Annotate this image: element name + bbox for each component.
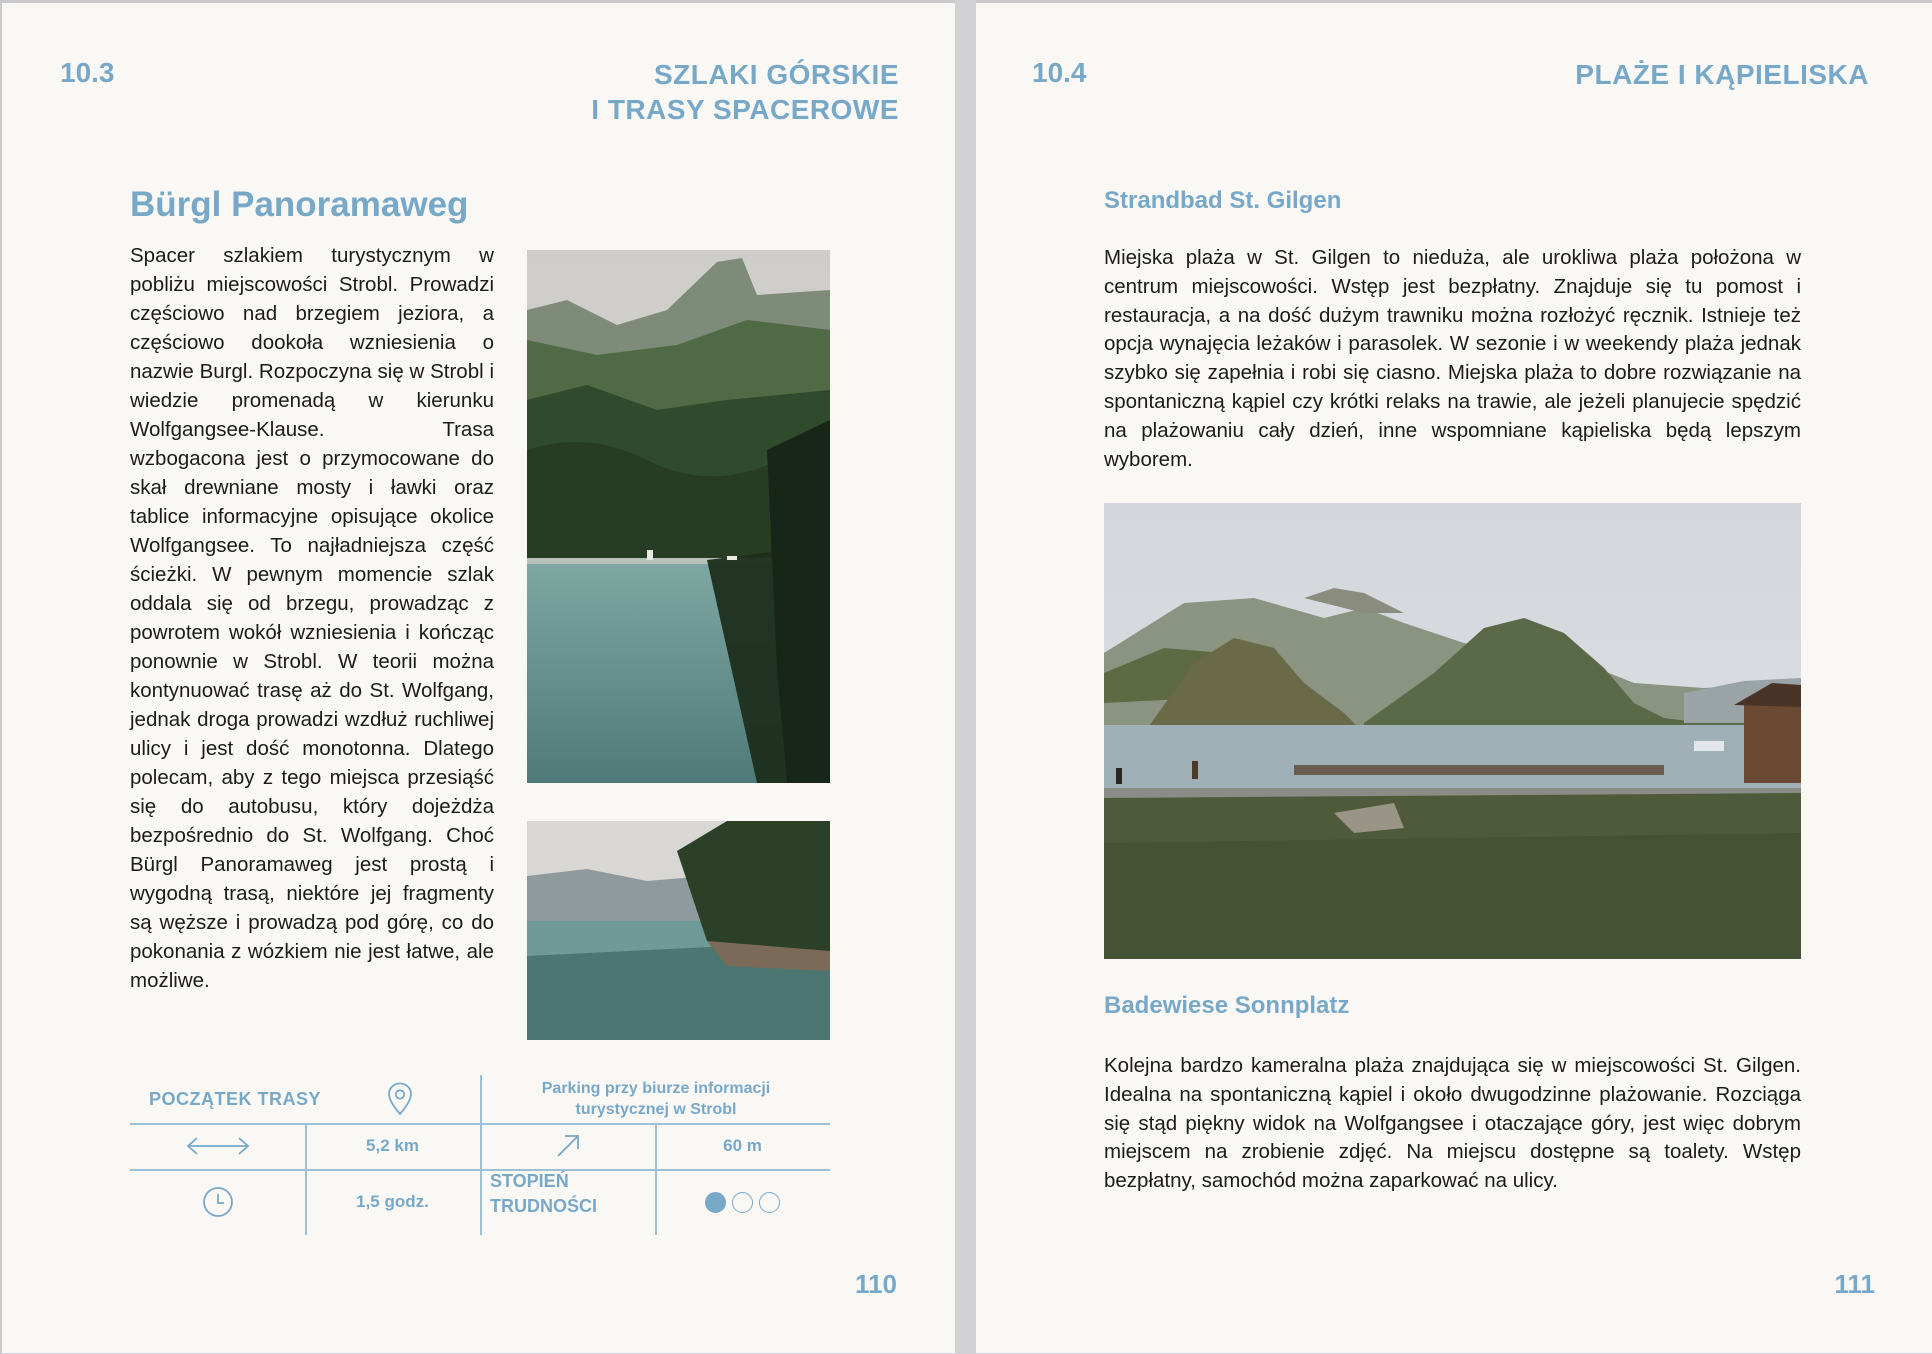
photo-lake-mountain: [527, 250, 830, 783]
difficulty-rating: [655, 1169, 830, 1235]
difficulty-dot-filled: [705, 1192, 726, 1213]
section-title-line1: SZLAKI GÓRSKIE: [653, 59, 899, 90]
diagonal-arrow-icon: [480, 1123, 655, 1169]
page-number: 110: [855, 1269, 897, 1299]
beach2-text: Kolejna bardzo kameralna plaża znajdująca się w miejscowości St. Gilgen. Idealna na spontaniczną kąpiel i około dwugodzinne plażowanie. Rozciąga się stąd piękny widok na Wolfgangsee i otaczające góry, jest więc dobrym miejscem na zrobienie zdjęć. Na miejscu dostępne są toalety. Wstęp bezpłatny, samochód można zaparkować na ulicy.: [1104, 1054, 1801, 1193]
beach2-title: Badewiese Sonnplatz: [1104, 992, 1350, 1019]
section-title-line2: I TRASY SPACEROWE: [591, 94, 899, 125]
photo-shoreline: [527, 821, 830, 1040]
route-time: 1,5 godz.: [356, 1192, 429, 1211]
double-arrow-icon: [130, 1123, 305, 1169]
difficulty-label: [490, 1169, 655, 1235]
section-number: 10.3: [60, 57, 115, 88]
route-distance: 5,2 km: [366, 1136, 419, 1155]
route-start-value: Parking przy biurze informacji turystycznej w Strobl: [541, 1080, 771, 1118]
route-info-table: [130, 1075, 830, 1235]
right-page: [976, 0, 1932, 1353]
clock-icon: [130, 1169, 305, 1235]
photo-strandbad: [1104, 503, 1801, 959]
location-pin-icon: [370, 1075, 430, 1123]
beach1-text: Miejska plaża w St. Gilgen to nieduża, ale urokliwa plaża położona w centrum miejscowości. Wstęp jest bezpłatny. Znajduje się tu pomost i restauracja, a na dość dużym trawniku można rozłożyć ręcznik. Istnieje też opcja wynajęcia leżaków i parasolek. W sezonie i w weekendy plaża jednak szybko się zapełnia i robi się ciasno. Miejska plaża to dobre rozwiązanie na spontaniczną kąpiel czy krótki relaks na trawie, ale jeżeli planujecie spędzić na plażowaniu cały dzień, inne wspomniane kąpieliska będą lepszym wyborem.: [1104, 246, 1801, 471]
route-start-label: POCZĄTEK TRASY: [148, 1088, 321, 1109]
route-elevation: 60 m: [723, 1136, 762, 1155]
section-title: PLAŻE I KĄPIELISKA: [1575, 59, 1869, 90]
article-text: Spacer szlakiem turystycznym w pobliżu miejscowości Strobl. Prowadzi częściowo nad brzegiem jeziora, a częściowo dookoła wzniesienia o nazwie Burgl. Rozpoczyna się w Strobl i wiedzie promenadą w kierunku Wolfgangsee-Klause. Trasa wzbogacona jest o przymocowane do skał drewniane mosty i ławki oraz tablice informacyjne opisujące okolice Wolfgangsee. To najładniejsza część ścieżki. W pewnym momencie szlak oddala się od brzegu, prowadząc z powrotem wokół wzniesienia i kończąc ponownie w Strobl. W teorii można kontynuować trasę aż do St. Wolfgang, jednak droga prowadzi wzdłuż ruchliwej ulicy i jest dość monotonna. Dlatego polecam, aby z tego miejsca przesiąść się do autobusu, który dojeżdża bezpośrednio do St. Wolfgang. Choć Bürgl Panoramaweg jest prostą i wygodną trasą, niektóre jej fragmenty są węższe i prowadzą pod górę, co do pokonania z wózkiem nie jest łatwe, ale możliwe.: [130, 244, 494, 992]
section-title: [591, 57, 899, 127]
section-number: 10.4: [1032, 57, 1087, 88]
left-page: [0, 0, 955, 1353]
difficulty-dot-empty: [759, 1192, 780, 1213]
beach1-title: Strandbad St. Gilgen: [1104, 187, 1342, 214]
difficulty-label-line2: TRUDNOŚCI: [490, 1196, 597, 1216]
difficulty-dot-empty: [732, 1192, 753, 1213]
article-title: Bürgl Panoramaweg: [130, 185, 469, 224]
page-number: 111: [1834, 1269, 1875, 1299]
difficulty-label-line1: STOPIEŃ: [490, 1171, 569, 1191]
